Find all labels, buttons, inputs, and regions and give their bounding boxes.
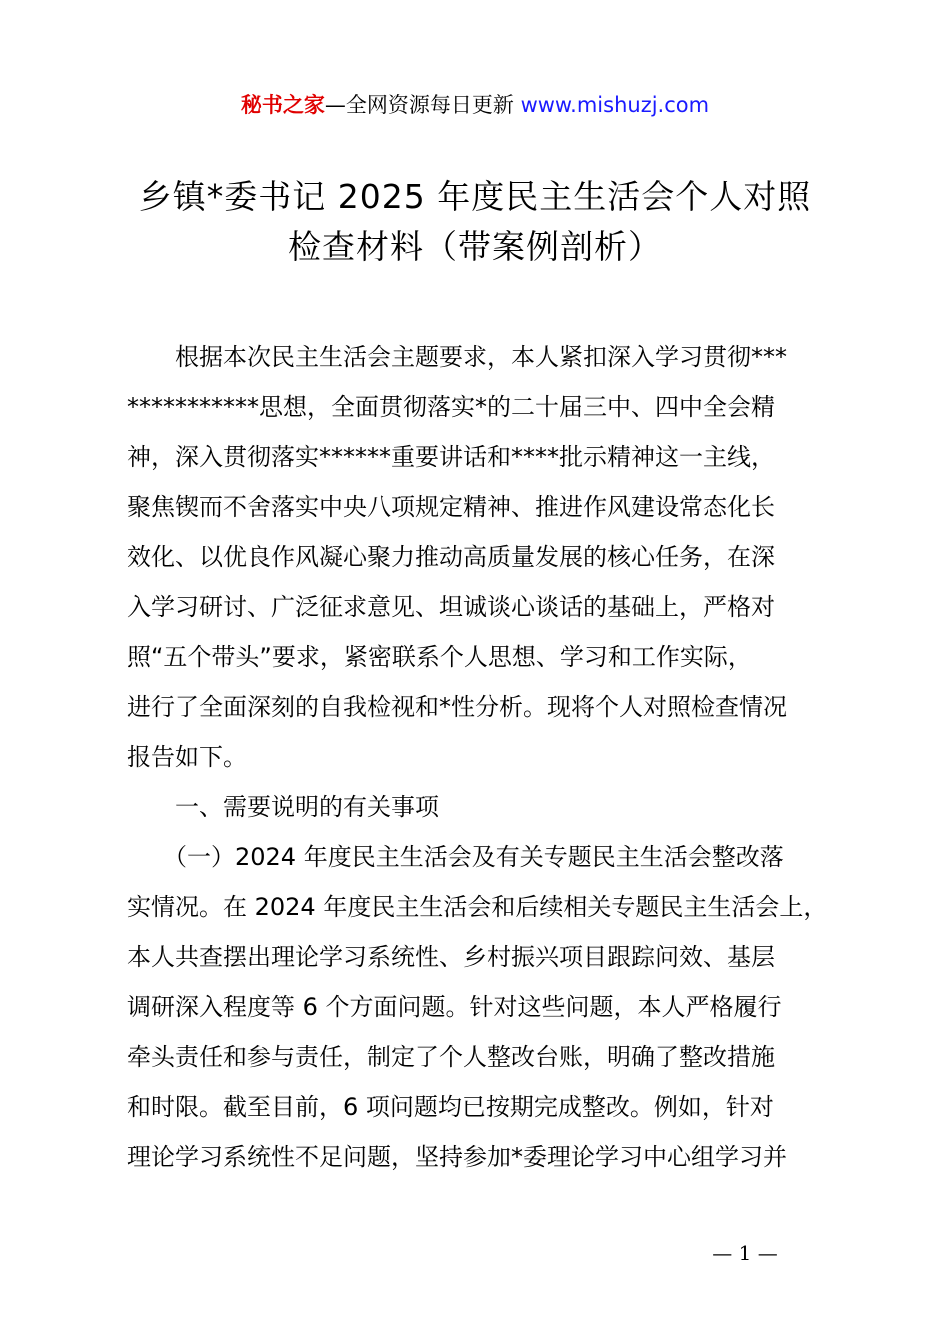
title-line: 乡镇*委书记 2025 年度民主生活会个人对照 xyxy=(138,177,812,216)
body-line: 调研深入程度等 6 个方面问题。针对这些问题，本人严格履行 xyxy=(127,993,782,1021)
title-line: 检查材料（带案例剖析） xyxy=(288,227,662,266)
document-body xyxy=(127,332,837,1182)
body-line: （一）2024 年度民主生活会及有关专题民主生活会整改落 xyxy=(127,843,784,871)
body-line: 神，深入贯彻落实******重要讲话和****批示精神这一主线， xyxy=(127,443,775,471)
brand-name: 秘书之家 xyxy=(240,93,325,117)
section-heading: 一、需要说明的有关事项 xyxy=(127,793,439,821)
body-line: 本人共查摆出理论学习系统性、乡村振兴项目跟踪问效、基层 xyxy=(127,943,775,971)
body-line: 入学习研讨、广泛征求意见、坦诚谈心谈话的基础上，严格对 xyxy=(127,593,775,621)
body-line: 牵头责任和参与责任，制定了个人整改台账，明确了整改措施 xyxy=(127,1043,775,1071)
body-line: 和时限。截至目前，6 项问题均已按期完成整改。例如，针对 xyxy=(127,1093,774,1121)
body-line: 报告如下。 xyxy=(127,743,247,771)
body-line: 照“五个带头”要求，紧密联系个人思想、学习和工作实际， xyxy=(127,643,752,671)
site-url-link[interactable]: www.mishuzj.com xyxy=(520,93,710,117)
site-header xyxy=(0,88,950,122)
body-line: 聚焦锲而不舍落实中央八项规定精神、推进作风建设常态化长 xyxy=(127,493,775,521)
body-line: 进行了全面深刻的自我检视和*性分析。现将个人对照检查情况 xyxy=(127,693,787,721)
header-tagline: —全网资源每日更新 xyxy=(324,93,514,117)
body-line: 理论学习系统性不足问题，坚持参加*委理论学习中心组学习并 xyxy=(127,1143,787,1171)
body-line: 效化、以优良作风凝心聚力推动高质量发展的核心任务，在深 xyxy=(127,543,775,571)
document-title xyxy=(100,172,850,272)
page-number: — 1 — xyxy=(712,1241,778,1265)
body-line: 实情况。在 2024 年度民主生活会和后续相关专题民主生活会上， xyxy=(127,893,828,921)
body-line: 根据本次民主生活会主题要求，本人紧扣深入学习贯彻*** xyxy=(127,343,787,371)
body-line: ***********思想，全面贯彻落实*的二十届三中、四中全会精 xyxy=(127,393,775,421)
